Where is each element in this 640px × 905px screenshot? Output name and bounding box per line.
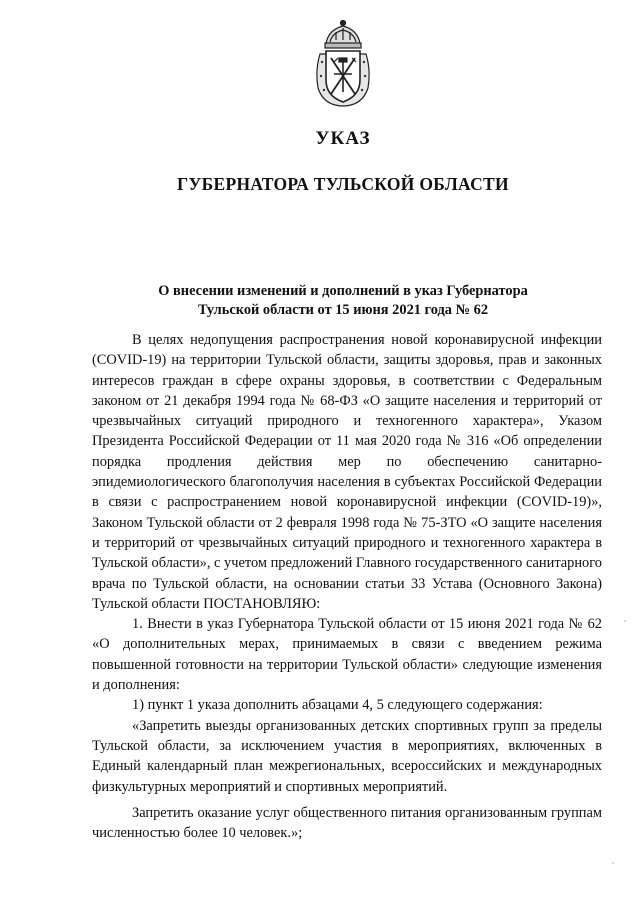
scan-speck: [612, 862, 614, 864]
document-title: УКАЗ: [315, 128, 371, 149]
subject-line-2: Тульской области от 15 июня 2021 года № 62: [197, 302, 489, 318]
paragraph-item-1: 1. Внести в указ Губернатора Тульской области от 15 июня 2021 года № 62 «О дополнительных мерах, принимаемых в связи с введением режима повышенной готовности на территории Тульской области» следующие изменения и дополнения:: [92, 616, 602, 694]
paragraph-preamble: В целях недопущения распространения новой коронавирусной инфекции (COVID-19) на территории Тульской области, защиты здоровья, прав и законных интересов граждан в сфере охраны здоровья, в соответствии с Федеральным законом от 21 декабря 1994 года № 68-ФЗ «О защите населения и территорий от чрезвычайных ситуаций природного и техногенного характера», Указом Президента Российской Федерации от 11 мая 2020 года № 316 «Об определении порядка продления действия мер по обеспечению санитарно-эпидемиологического благополучия населения в субъектах Российской Федерации в связи с распространением новой коронавирусной инфекции (COVID-19)», Законом Тульской области от 2 февраля 1998 года № 75-ЗТО «О защите населения и территорий от чрезвычайных ситуаций природного и техногенного характера в Тульской области», с учетом предложений Главного государственного санитарного врача по Тульской области, на основании статьи 33 Устава (Основного Закона) Тульской области ПОСТАНОВЛЯЮ:: [92, 332, 602, 612]
scan-speck: [624, 620, 626, 622]
tula-coat-of-arms-icon: [312, 18, 374, 108]
subject-line-1: О внесении изменений и дополнений в указ Губернатора: [158, 283, 528, 299]
paragraph-subitem-1: 1) пункт 1 указа дополнить абзацами 4, 5 следующего содержания:: [132, 697, 543, 714]
paragraph-quote-1: «Запретить выезды организованных детских спортивных групп за пределы Тульской области, за исключением участия в мероприятиях, включенных в Единый календарный план межрегиональных, всероссийских и международных физкультурных мероприятий и спортивных мероприятий.: [92, 717, 602, 795]
document-subject: [120, 282, 566, 320]
paragraph-quote-2: Запретить оказание услуг общественного питания организованным группам численностью более 10 человек.»;: [92, 804, 602, 842]
document-body: [92, 330, 602, 843]
document-issuer: ГУБЕРНАТОРА ТУЛЬСКОЙ ОБЛАСТИ: [177, 174, 509, 194]
